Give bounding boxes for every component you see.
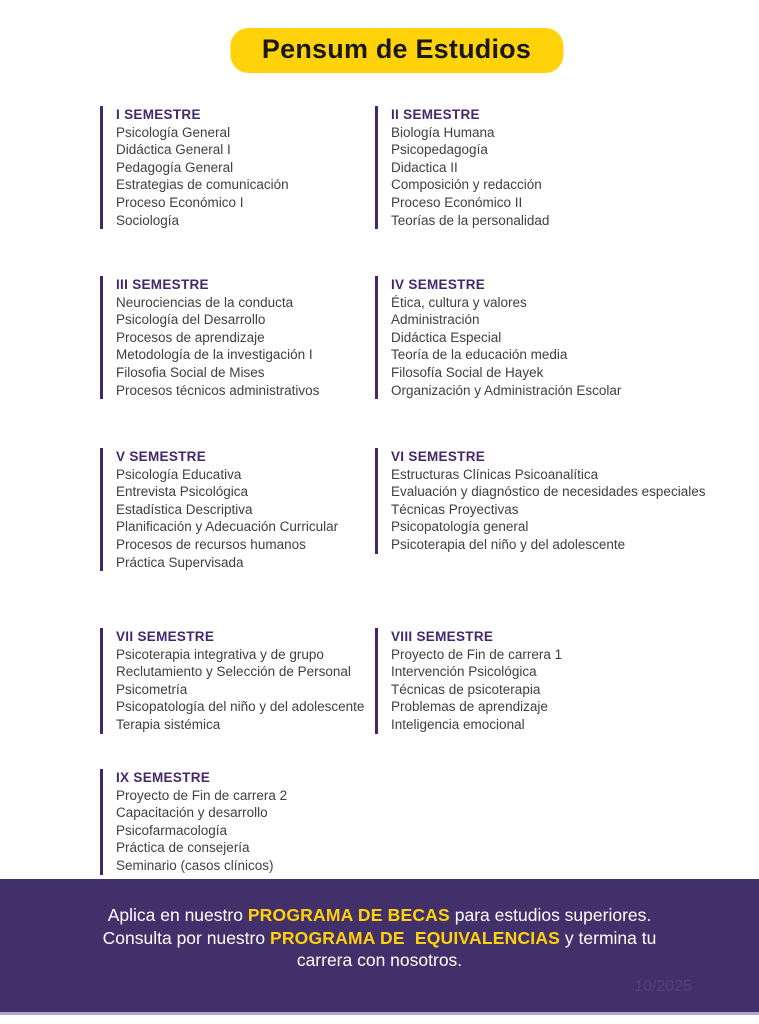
semester-title: IX SEMESTRE xyxy=(116,770,211,785)
course-item: Problemas de aprendizaje xyxy=(391,699,548,715)
course-item: Psicometría xyxy=(116,681,188,697)
course-item: Evaluación y diagnóstico de necesidades especiales xyxy=(391,484,706,500)
course-item: Reclutamiento y Selección de Personal xyxy=(116,664,351,680)
footer-date: 10/2025 xyxy=(634,978,692,995)
course-item: Procesos de aprendizaje xyxy=(116,329,265,345)
semester-block-6 xyxy=(375,448,721,554)
footer-message xyxy=(86,879,674,972)
course-item: Metodología de la investigación I xyxy=(116,347,313,363)
course-item: Psicopatología general xyxy=(391,519,529,535)
course-item: Proceso Económico I xyxy=(116,194,244,210)
course-item: Pedagogía General xyxy=(116,159,234,175)
course-item: Procesos técnicos administrativos xyxy=(116,382,320,398)
semester-block-7 xyxy=(100,628,378,734)
semester-block-2 xyxy=(375,106,721,229)
semester-block-3 xyxy=(100,276,378,399)
course-item: Técnicas de psicoterapia xyxy=(391,681,541,697)
course-item: Psicopedagogía xyxy=(391,142,488,158)
footer-text-segment: Aplica en nuestro xyxy=(107,905,248,925)
course-item: Proceso Económico II xyxy=(391,194,523,210)
semester-title: I SEMESTRE xyxy=(116,107,201,122)
course-item: Teorías de la personalidad xyxy=(391,212,550,228)
semester-title: VIII SEMESTRE xyxy=(391,629,494,644)
footer-text-segment: para estudios superiores. Consulta por nuestro xyxy=(102,905,652,948)
course-item: Psicoterapia del niño y del adolescente xyxy=(391,536,626,552)
course-item: Psicología del Desarrollo xyxy=(116,312,266,328)
course-item: Biología Humana xyxy=(391,124,495,140)
course-item: Ética, cultura y valores xyxy=(391,294,527,310)
semester-block-4 xyxy=(375,276,721,399)
course-item: Estrategias de comunicación xyxy=(116,177,289,193)
course-item: Capacitación y desarrollo xyxy=(116,805,268,821)
course-item: Procesos de recursos humanos xyxy=(116,536,306,552)
semester-title: II SEMESTRE xyxy=(391,107,480,122)
course-item: Psicoterapia integrativa y de grupo xyxy=(116,646,324,662)
course-item: Didáctica Especial xyxy=(391,329,502,345)
course-item: Neurociencias de la conducta xyxy=(116,294,294,310)
semester-title: VI SEMESTRE xyxy=(391,449,486,464)
course-item: Filosofia Social de Mises xyxy=(116,364,265,380)
course-item: Práctica Supervisada xyxy=(116,554,244,570)
page-title-badge xyxy=(230,28,563,73)
semester-title: IV SEMESTRE xyxy=(391,277,486,292)
course-item: Terapia sistémica xyxy=(116,716,221,732)
course-item: Organización y Administración Escolar xyxy=(391,382,622,398)
semester-block-1 xyxy=(100,106,378,229)
course-item: Seminario (casos clínicos) xyxy=(116,857,274,873)
footer-banner xyxy=(0,879,759,1012)
footer-bottom-strip xyxy=(0,1012,759,1015)
course-item: Filosofía Social de Hayek xyxy=(391,364,544,380)
course-item: Técnicas Proyectivas xyxy=(391,501,519,517)
course-item: Estructuras Clínicas Psicoanalítica xyxy=(391,466,599,482)
course-item: Proyecto de Fin de carrera 1 xyxy=(391,646,563,662)
course-item: Composición y redacción xyxy=(391,177,542,193)
course-item: Psicofarmacología xyxy=(116,822,228,838)
course-item: Psicología General xyxy=(116,124,231,140)
course-item: Estadística Descriptiva xyxy=(116,501,253,517)
course-item: Intervención Psicológica xyxy=(391,664,537,680)
course-item: Didáctica General I xyxy=(116,142,231,158)
semester-block-9 xyxy=(100,769,378,875)
course-item: Inteligencia emocional xyxy=(391,716,525,732)
course-item: Administración xyxy=(391,312,480,328)
course-item: Teoría de la educación media xyxy=(391,347,568,363)
semester-block-5 xyxy=(100,448,378,571)
footer-text-segment: y termina tu carrera con nosotros. xyxy=(296,927,657,970)
course-item: Psicología Educativa xyxy=(116,466,242,482)
course-item: Práctica de consejería xyxy=(116,840,250,856)
page-title: Pensum de Estudios xyxy=(261,34,532,64)
programa-becas-highlight: PROGRAMA DE BECAS xyxy=(247,905,450,925)
course-item: Proyecto de Fin de carrera 2 xyxy=(116,787,288,803)
course-item: Planificación y Adecuación Curricular xyxy=(116,519,339,535)
semester-title: VII SEMESTRE xyxy=(116,629,215,644)
course-item: Sociología xyxy=(116,212,180,228)
semester-title: III SEMESTRE xyxy=(116,277,209,292)
course-item: Entrevista Psicológica xyxy=(116,484,249,500)
course-item: Psicopatología del niño y del adolescente xyxy=(116,699,365,715)
programa-equivalencias-highlight: PROGRAMA DE EQUIVALENCIAS xyxy=(269,927,561,948)
course-item: Didactica II xyxy=(391,159,458,175)
semester-title: V SEMESTRE xyxy=(116,449,207,464)
semester-block-8 xyxy=(375,628,721,734)
